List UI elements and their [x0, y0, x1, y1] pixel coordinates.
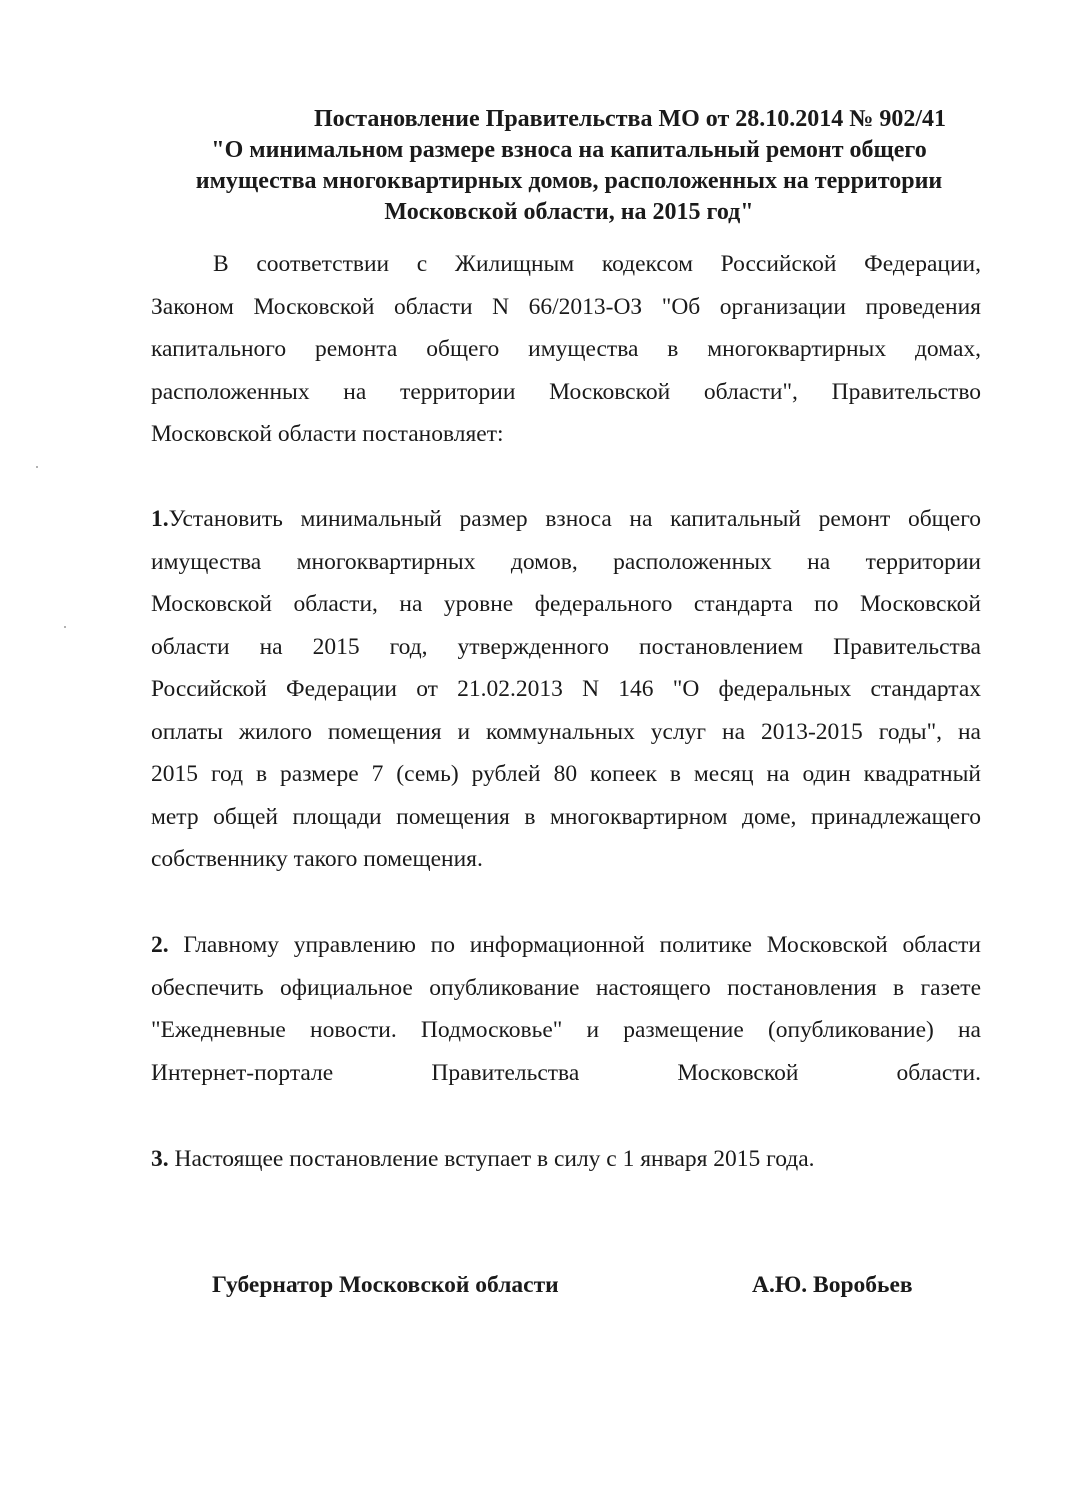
- document-title: [140, 104, 998, 228]
- clause-line: собственнику такого помещения.: [151, 846, 483, 872]
- clause-line: "Ежедневные новости. Подмосковье" и размещение (опубликование) на: [151, 1017, 981, 1043]
- clause-line: 2015 год в размере 7 (семь) рублей 80 копеек в месяц на один квадратный: [151, 761, 981, 787]
- preamble-line: капитального ремонта общего имущества в многоквартирных домах,: [151, 336, 981, 362]
- clause-line: имущества многоквартирных домов, расположенных на территории: [151, 548, 981, 575]
- title-line-1: Постановление Правительства МО от 28.10.2014 № 902/41: [313, 106, 947, 132]
- clause-3: [151, 1138, 981, 1181]
- clause-text: Настоящее постановление вступает в силу с 1 января 2015 года.: [168, 1146, 815, 1172]
- clause-line: области на 2015 год, утвержденного постановлением Правительства: [151, 633, 981, 660]
- preamble-paragraph: [151, 243, 981, 456]
- signatory-name: А.Ю. Воробьев: [752, 1272, 913, 1298]
- scan-speck: [36, 466, 38, 468]
- clause-line: оплаты жилого помещения и коммунальных услуг на 2013-2015 годы", на: [151, 718, 981, 745]
- clause-line: обеспечить официальное опубликование настоящего постановления в газете: [151, 974, 981, 1001]
- clause-text: Установить минимальный размер взноса на капитальный ремонт общего: [168, 506, 981, 532]
- clause-line: Московской области, на уровне федерального стандарта по Московской: [151, 591, 981, 617]
- clause-text: Главному управлению по информационной политике Московской области: [168, 932, 981, 958]
- clause-line: Российской Федерации от 21.02.2013 N 146 "О федеральных стандартах: [151, 676, 981, 702]
- title-line-2: "О минимальном размере взноса на капитальный ремонт общего: [211, 137, 927, 163]
- clause-line: [151, 498, 981, 541]
- title-line-4: Московской области, на 2015 год": [384, 199, 754, 225]
- clause-line: метр общей площади помещения в многоквартирном доме, принадлежащего: [151, 803, 981, 830]
- clause-line: [151, 1138, 981, 1181]
- clause-line: [151, 924, 981, 967]
- preamble-line: Московской области постановляет:: [151, 421, 504, 447]
- title-line-3: имущества многоквартирных домов, расположенных на территории: [195, 168, 943, 194]
- signatory-position: Губернатор Московской области: [212, 1272, 559, 1298]
- clause-number: 1.: [151, 506, 169, 532]
- clause-line: Интернет-портале Правительства Московской области.: [151, 1059, 981, 1086]
- preamble-line: Законом Московской области N 66/2013-ОЗ "Об организации проведения: [151, 293, 981, 320]
- preamble-line: В соответствии с Жилищным кодексом Российской Федерации,: [213, 251, 981, 277]
- scan-speck: [64, 626, 66, 628]
- clause-1: [151, 498, 981, 881]
- clause-2: [151, 924, 981, 1094]
- clause-number: 2.: [151, 932, 169, 958]
- preamble-line: расположенных на территории Московской области", Правительство: [151, 378, 981, 405]
- clause-number: 3.: [151, 1146, 169, 1172]
